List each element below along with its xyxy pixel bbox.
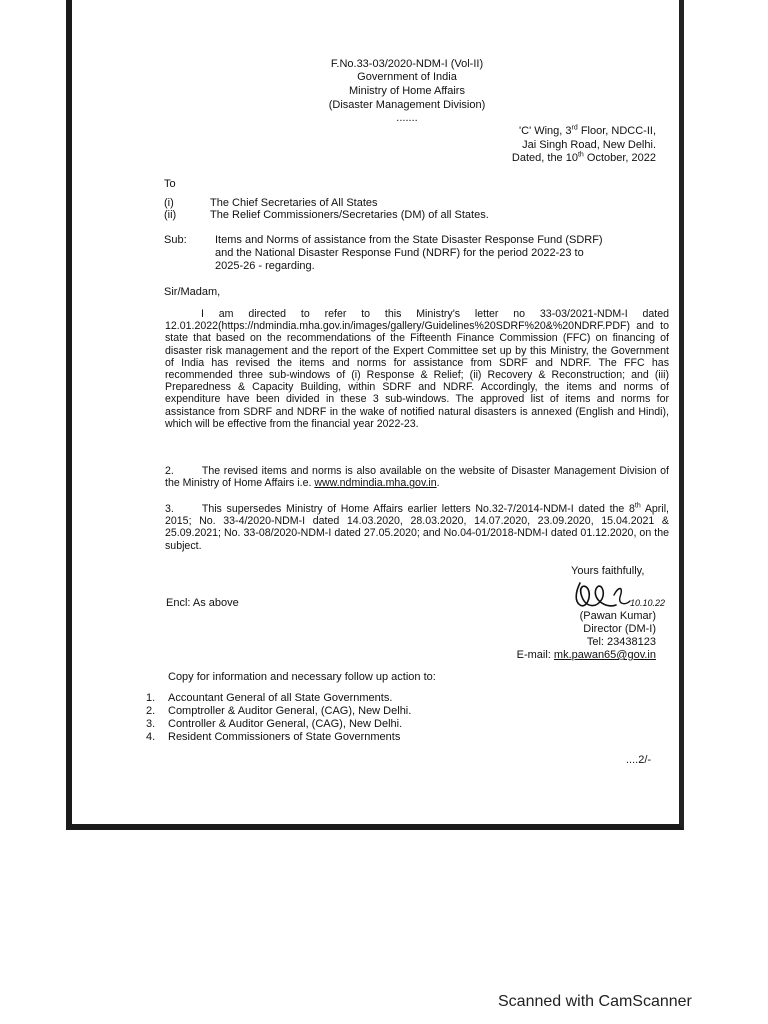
signatory-tel: Tel: 23438123 xyxy=(586,636,656,648)
copy-num-4: 4. xyxy=(146,731,156,743)
copy-item-2: Comptroller & Auditor General, (CAG), New Delhi. xyxy=(168,705,412,717)
ministry-name: Ministry of Home Affairs xyxy=(349,85,465,97)
govt-name: Government of India xyxy=(357,71,457,83)
copy-item-4: Resident Commissioners of State Governments xyxy=(168,731,401,743)
salutation: Sir/Madam, xyxy=(164,286,221,298)
recipient-num-1: (i) xyxy=(164,197,174,209)
header-dots: ....... xyxy=(396,112,418,124)
address-line-2: Jai Singh Road, New Delhi. xyxy=(522,139,656,151)
recipient-text-2: The Relief Commissioners/Secretaries (DM) of all States. xyxy=(210,209,489,221)
page-marker: ....2/- xyxy=(626,754,652,766)
subject-line-1: Items and Norms of assistance from the State Disaster Response Fund (SDRF) xyxy=(215,234,603,246)
copy-num-3: 3. xyxy=(146,718,156,730)
copy-num-1: 1. xyxy=(146,692,156,704)
signatory-name: (Pawan Kumar) xyxy=(579,610,656,622)
copy-item-3: Controller & Auditor General, (CAG), New Delhi. xyxy=(168,718,403,730)
camscanner-watermark: Scanned with CamScanner xyxy=(498,993,692,1010)
subject-line-3: 2025-26 - regarding. xyxy=(215,260,315,272)
division-name: (Disaster Management Division) xyxy=(328,99,486,111)
letter-date: Dated, the 10th October, 2022 xyxy=(511,151,656,164)
enclosure: Encl: As above xyxy=(166,597,239,609)
paragraph-1: I am directed to refer to this Ministry's letter no 33-03/2021-NDM-I dated 12.01.2022(https://ndmindia.mha.gov.in/images/gallery/Guidelines%20SDRF%20&%20NDRF.PDF) and to state that based on the recommendations of the Fifteenth Finance Commission (FFC) on financing of disaster risk management and the report of the Expert Committee set up by this Ministry, the Government of India has revised the items and norms for assistance from SDRF and NDRF. The FFC has recommended three sub-windows of (i) Response & Relief; (ii) Recovery & Reconstruction; and (iii) Preparedness & Capacity Building, within SDRF and NDRF. Accordingly, the items and norms of expenditure have been divided in these 3 sub-windows. The approved list of items and norms for assistance from SDRF and NDRF in the wake of notified natural disasters is annexed (English and Hindi), which will be effective from the financial year 2022-23. xyxy=(165,308,669,430)
signatory-designation: Director (DM-I) xyxy=(583,623,656,635)
website-link[interactable]: www.ndmindia.mha.gov.in xyxy=(314,477,437,490)
copy-item-1: Accountant General of all State Governments. xyxy=(168,692,393,704)
email-link[interactable]: mk.pawan65@gov.in xyxy=(553,649,656,661)
file-number: F.No.33-03/2020-NDM-I (Vol-II) xyxy=(330,58,484,70)
recipient-num-2: (ii) xyxy=(164,209,177,221)
recipient-text-1: The Chief Secretaries of All States xyxy=(210,197,378,209)
paragraph-3: 3. This supersedes Ministry of Home Affairs earlier letters No.32-7/2014-NDM-I dated the 8th April, 2015; No. 33-4/2020-NDM-I dated 14.03.2020, 28.03.2020, 14.07.2020, 23.09.2020, 15.04.2021 & 25.09.2021; No. 33-08/2020-NDM-I dated 27.05.2020; and No.04-01/2018-NDM-I dated 01.12.2020, on the subject. xyxy=(165,502,669,552)
copy-num-2: 2. xyxy=(146,705,156,717)
address-line-1: 'C' Wing, 3rd Floor, NDCC-II, xyxy=(519,124,656,137)
subject-line-2: and the National Disaster Response Fund (NDRF) for the period 2022-23 to xyxy=(215,247,584,259)
copy-to-intro: Copy for information and necessary follow up action to: xyxy=(168,671,436,683)
subject-label: Sub: xyxy=(164,234,187,246)
signature-date: 10.10.22 xyxy=(630,598,666,608)
to-label: To xyxy=(164,178,176,190)
closing: Yours faithfully, xyxy=(571,565,645,577)
signatory-email-line: E-mail: mk.pawan65@gov.in xyxy=(516,649,656,661)
paragraph-2: 2. The revised items and norms is also available on the website of Disaster Management Division of the Ministry of Home Affairs i.e. www.ndmindia.mha.gov.in. xyxy=(165,465,669,490)
